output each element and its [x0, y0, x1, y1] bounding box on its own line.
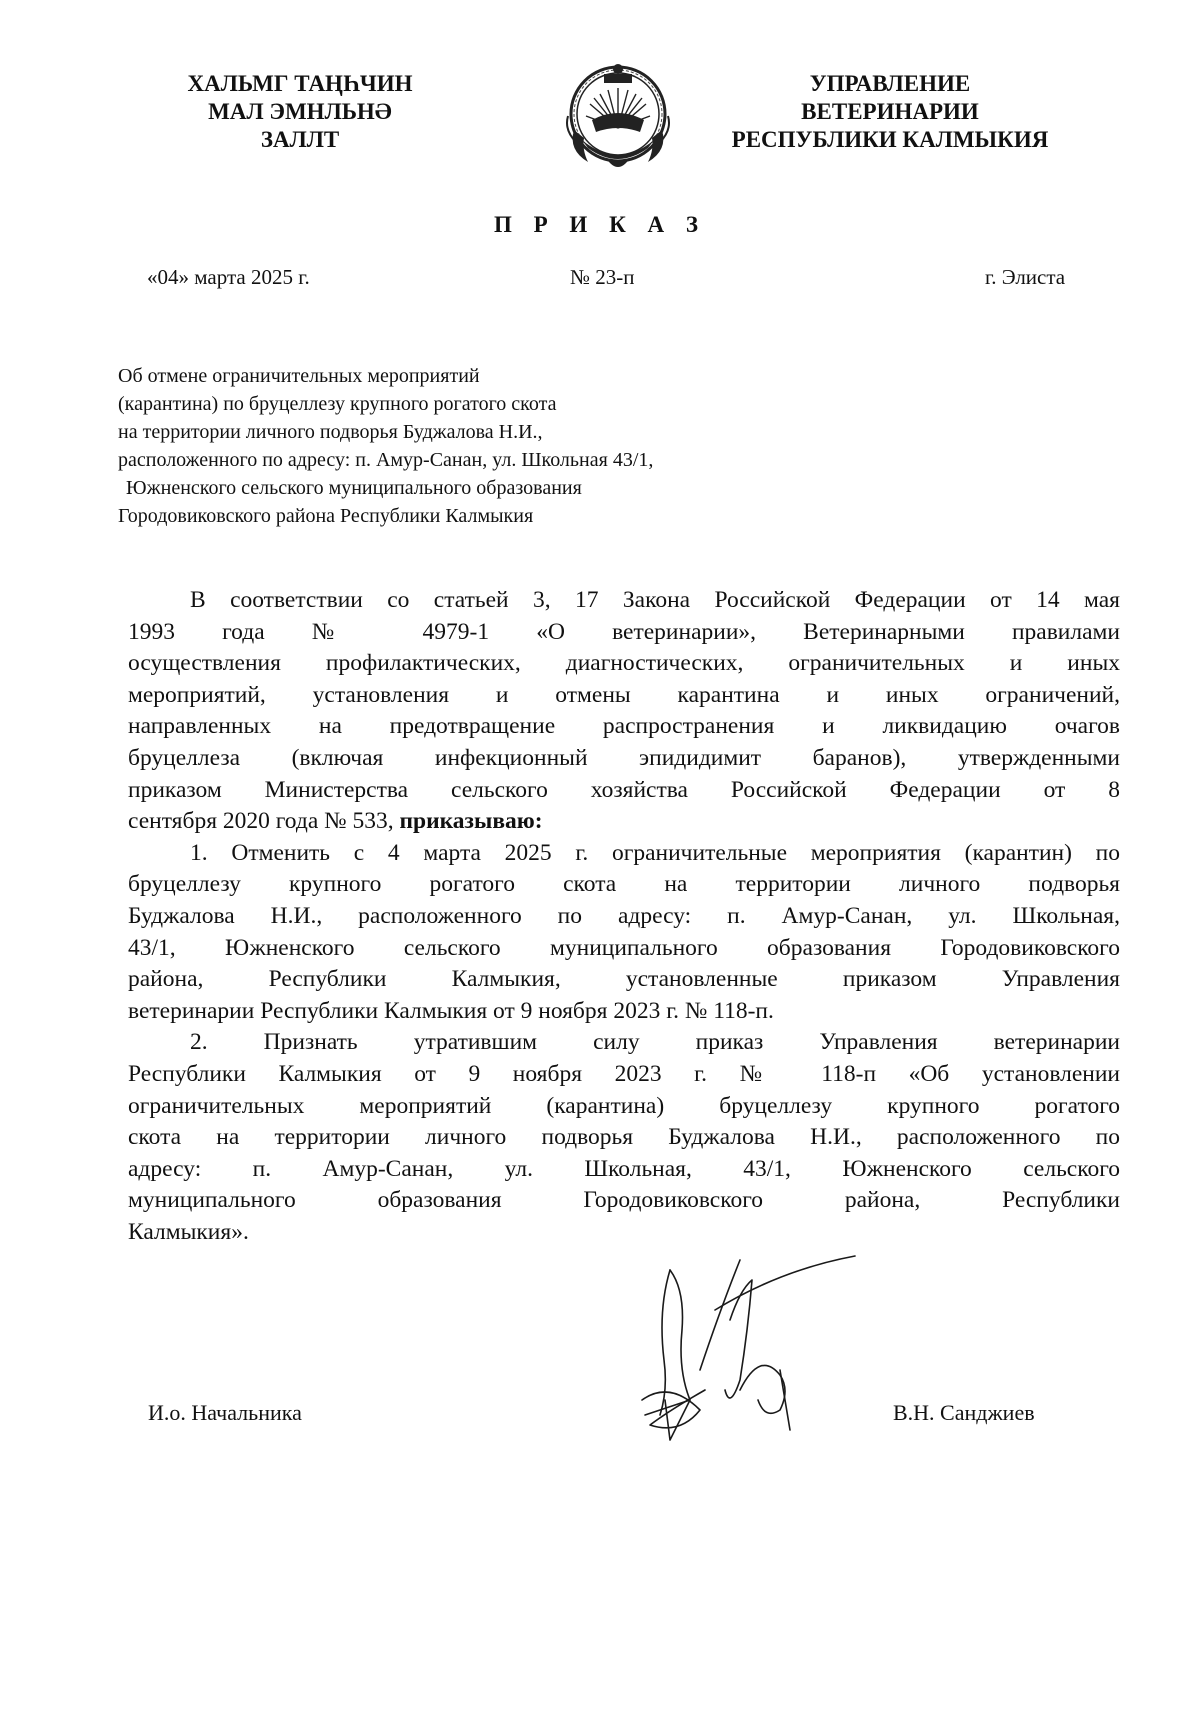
header-right-line: РЕСПУБЛИКИ КАЛМЫКИЯ [731, 127, 1049, 152]
item2-line: ограничительных мероприятий (карантина) бруцеллезу крупного рогатого [128, 1092, 1120, 1119]
signatory-name: В.Н. Санджиев [893, 1400, 1035, 1425]
subject-line: Южненского сельского муниципального образования [126, 477, 582, 499]
preamble-line: приказом Министерства сельского хозяйства Российской Федерации от 8 [128, 776, 1120, 803]
republic-emblem-icon [560, 58, 676, 176]
order-subject [118, 362, 918, 530]
item1-line: района, Республики Калмыкия, установленные приказом Управления [128, 966, 1120, 993]
header-right-line: ВЕТЕРИНАРИИ [801, 99, 979, 124]
preamble-last-text: сентября 2020 года № 533, [128, 808, 394, 835]
item2-line: Республики Калмыкия от 9 ноября 2023 г. № 118-п «Об установлении [128, 1060, 1120, 1087]
header-left-line: ЗАЛЛТ [260, 127, 340, 152]
preamble-last-line [128, 806, 1120, 838]
document-title: П Р И К А З [493, 212, 706, 237]
order-city: г. Элиста [985, 265, 1066, 289]
subject-line: (карантина) по бруцеллезу крупного рогатого скота [118, 393, 557, 415]
subject-line: Об отмене ограничительных мероприятий [118, 365, 480, 387]
preamble-line: 1993 года № 4979-1 «О ветеринарии», Ветеринарными правилами [128, 618, 1120, 645]
preamble-line: бруцеллеза (включая инфекционный эпидидимит баранов), утвержденными [128, 744, 1120, 771]
order-number: № 23-п [570, 265, 635, 289]
item1-line: бруцеллезу крупного рогатого скота на территории личного подворья [128, 871, 1120, 898]
signatory-role: И.о. Начальника [148, 1400, 302, 1425]
order-date: «04» марта 2025 г. [147, 265, 310, 289]
subject-line: на территории личного подворья Буджалова Н.И., [118, 421, 543, 443]
item1-line: 43/1, Южненского сельского муниципального образования Городовиковского [128, 934, 1120, 961]
handwritten-signature-icon [630, 1250, 860, 1450]
item2-line: Калмыкия». [128, 1218, 249, 1245]
subject-line: Городовиковского района Республики Калмыкия [118, 505, 534, 527]
item2-line: 2. Признать утратившим силу приказ Управления ветеринарии [190, 1029, 1120, 1056]
preamble-line: осуществления профилактических, диагностических, ограничительных и иных [128, 650, 1120, 677]
header-left-line: ХАЛЬМГ ТАҢҺЧИН [187, 71, 413, 96]
item1-line: Буджалова Н.И., расположенного по адресу: п. Амур-Санан, ул. Школьная, [128, 902, 1120, 929]
item2-line: муниципального образования Городовиковского района, Республики [128, 1187, 1120, 1214]
header-right-russian [700, 70, 1080, 154]
preamble-line: В соответствии со статьей 3, 17 Закона Российской Федерации от 14 мая [190, 587, 1120, 613]
order-body [128, 585, 1120, 1248]
header-left-kalmyk [120, 70, 480, 154]
item2-line: скота на территории личного подворья Буджалова Н.И., расположенного по [128, 1124, 1120, 1151]
preamble-line: мероприятий, установления и отмены карантина и иных ограничений, [128, 681, 1120, 708]
item2-line: адресу: п. Амур-Санан, ул. Школьная, 43/1, Южненского сельского [128, 1155, 1120, 1182]
order-word: приказываю: [399, 808, 543, 835]
header-right-line: УПРАВЛЕНИЕ [809, 71, 971, 96]
item1-line: ветеринарии Республики Калмыкия от 9 ноября 2023 г. № 118-п. [128, 997, 774, 1024]
item1-line: 1. Отменить с 4 марта 2025 г. ограничительные мероприятия (карантин) по [190, 839, 1120, 866]
header-left-line: МАЛ ЭМНЛЬНӘ [208, 99, 392, 124]
preamble-line: направленных на предотвращение распространения и ликвидацию очагов [128, 713, 1120, 740]
subject-line: расположенного по адресу: п. Амур-Санан, ул. Школьная 43/1, [118, 449, 654, 471]
